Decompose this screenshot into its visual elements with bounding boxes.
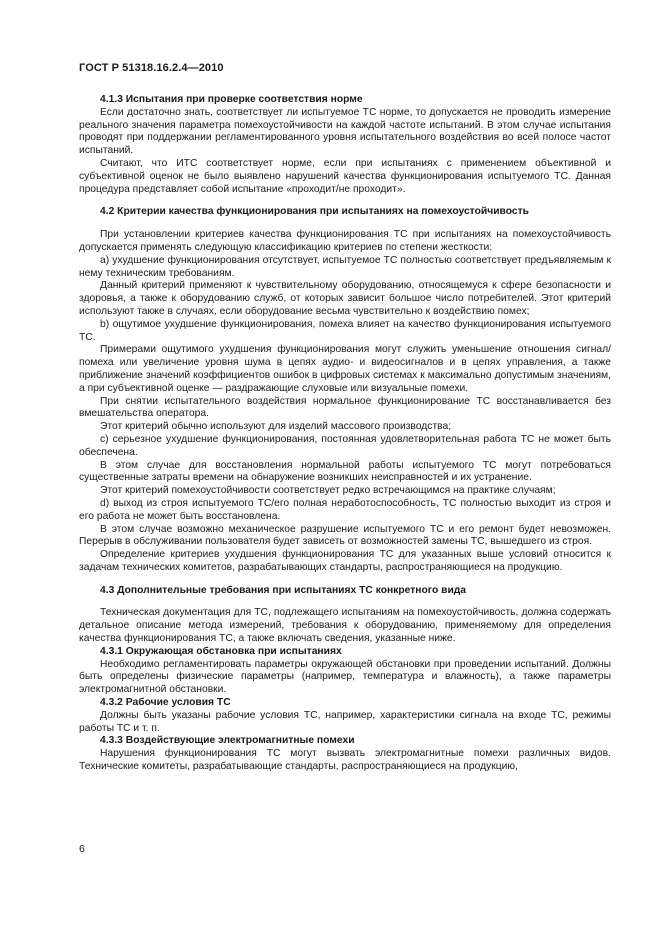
- subsection-heading: 4.3.2 Рабочие условия ТС: [100, 697, 231, 709]
- document-header: ГОСТ Р 51318.16.2.4—2010: [79, 62, 224, 74]
- subsection-heading: 4.1.3 Испытания при проверке соответствия норме: [100, 94, 363, 105]
- paragraph: Считают, что ИТС соответствует норме, если при испытаниях с применением объективной и субъективной оценок не было выявлено нарушений качества функционирования испытуемого ТС. Данная процедура представляет собой испытание «проходит/не проходит».: [79, 157, 611, 195]
- section-heading: 4.2 Критерии качества функционирования при испытаниях на помехоустойчивость: [100, 206, 529, 218]
- paragraph: Необходимо регламентировать параметры окружающей обстановки при проведении испытаний. Должны быть определены физические параметры (например, температура и влажность), а также параметры электромагнитной обстановки.: [79, 658, 611, 696]
- paragraph: Определение критериев ухудшения функционирования ТС для указанных выше условий относится к задачам технических комитетов, разрабатывающих стандарты, распространяющиеся на продукцию.: [79, 549, 611, 573]
- paragraph: В этом случае для восстановления нормальной работы испытуемого ТС могут потребоваться существенные затраты времени на обнаружение возникших неисправностей и их устранение.: [79, 459, 611, 484]
- paragraph: Этот критерий обычно используют для изделий массового производства;: [100, 421, 452, 433]
- subsection-heading: 4.3.3 Воздействующие электромагнитные помехи: [100, 735, 355, 747]
- section-heading: 4.3 Дополнительные требования при испытаниях ТС конкретного вида: [100, 584, 467, 596]
- paragraph: Если достаточно знать, соответствует ли испытуемое ТС норме, то допускается не проводить измерение реального значения параметра помехоустойчивости на каждой частоте испытаний. В этом случае испытания проводят при поддержании регламентированного уровня испытательного воздействия во всей полосе частот испытаний.: [79, 106, 611, 157]
- paragraph: Техническая документация для ТС, подлежащего испытаниям на помехоустойчивость, должна содержать детальное описание метода измерений, требования к оборудованию, применяемому для определения качества функционирования ТС, а также включать сведения, указанные ниже.: [79, 607, 611, 645]
- paragraph: При снятии испытательного воздействия нормальное функционирование ТС восстанавливается без вмешательства оператора.: [79, 395, 611, 420]
- document-body: [79, 94, 611, 774]
- paragraph: Должны быть указаны рабочие условия ТС, например, характеристики сигнала на входе ТС, режимы работы ТС и т. п.: [79, 709, 611, 734]
- list-item: с) серьезное ухудшение функционирования, постоянная удовлетворительная работа ТС не может быть обеспечена.: [79, 433, 611, 458]
- paragraph: Этот критерий помехоустойчивости соответствует редко встречающимся на практике случаям;: [100, 485, 556, 497]
- list-item: d) выход из строя испытуемого ТС/его полная неработоспособность, ТС полностью выходит из строя и его работа не может быть восстановлена.: [79, 497, 611, 522]
- paragraph: Нарушения функционирования ТС могут вызвать электромагнитные помехи различных видов. Технические комитеты, разрабатывающие стандарты, распространяющиеся на продукцию,: [79, 748, 611, 773]
- paragraph: При установлении критериев качества функционирования ТС при испытаниях на помехоустойчивость допускается применять следующую классификацию критериев по степени жесткости:: [79, 229, 611, 253]
- subsection-heading: 4.3.1 Окружающая обстановка при испытаниях: [100, 645, 342, 657]
- paragraph: Данный критерий применяют к чувствительному оборудованию, относящемуся к сфере безопасности и здоровья, а также к оборудованию служб, от которых зависит большое число потребителей. Этот критерий используют также в случаях, если оборудование весьма чувствительно к воздействию помех;: [79, 280, 611, 317]
- paragraph: В этом случае возможно механическое разрушение испытуемого ТС и его ремонт будет невозможен. Перерыв в обслуживании пользователя будет зависеть от возможностей замены ТС, вышедшего из строя.: [79, 523, 611, 548]
- page-number: 6: [79, 843, 85, 855]
- list-item: b) ощутимое ухудшение функционирования, помеха влияет на качество функционирования испытуемого ТС.: [79, 318, 611, 343]
- list-item: а) ухудшение функционирования отсутствует, испытуемое ТС полностью соответствует предъявляемым к нему техническим требованиям.: [79, 254, 611, 279]
- paragraph: Примерами ощутимого ухудшения функционирования могут служить уменьшение отношения сигнал/помеха или увеличение уровня шума в цепях аудио- и видеосигналов и в цепях управления, а также приближение значений коэффициентов ошибок в цифровых системах к максимально допустимым значениям, а при субъективной оценке — раздражающие слуховые или визуальные помехи.: [79, 344, 611, 394]
